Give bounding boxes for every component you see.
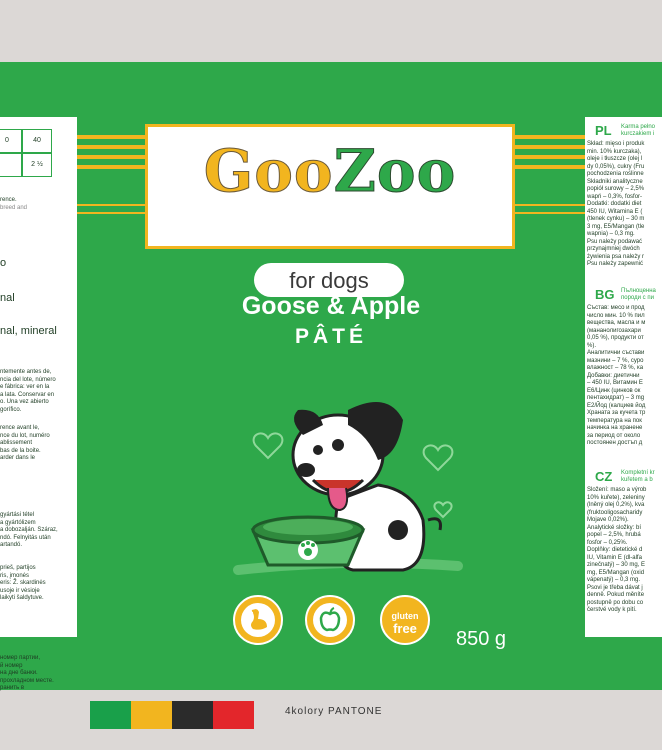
lang-heading: Kompletní kr [621, 470, 655, 476]
logo-box [145, 124, 515, 293]
composition-line: Добавки: диетични [587, 372, 640, 379]
composition-line: mg, E5/Mangan (oxid [587, 569, 645, 576]
apple-icon [313, 603, 347, 637]
gluten-free-badge [380, 595, 430, 645]
composition-line: Dodatki: dodatki diet [587, 201, 642, 207]
composition-line: IU, Vitamin E (dl-alfa [587, 554, 642, 561]
info-word: nal [0, 292, 15, 304]
composition-line: %). [587, 342, 596, 349]
composition-line: (мананолигозахари [587, 327, 641, 334]
gluten-label: gluten [391, 611, 419, 621]
composition-line: пентахидрат) – 3 mg [587, 395, 645, 401]
composition-line: температура на пок [587, 417, 642, 424]
info-text: rence. [0, 197, 17, 203]
composition-line: Psovi je třeba dávat j [587, 584, 643, 591]
composition-line: Mojave 0,02%). [587, 517, 629, 523]
heart-icon [424, 445, 453, 470]
lang-code-pl: PL [595, 123, 612, 138]
composition-line: Храната за кучета тр [587, 410, 646, 416]
composition-line: за период от около [587, 432, 641, 439]
composition-line: pochodzenia roślinne [587, 171, 644, 177]
composition-line: wapń – 0,3%, fosfor- [587, 193, 643, 200]
info-text: breed and [0, 205, 28, 211]
info-word: nal, mineral [0, 325, 57, 337]
heart-icon [434, 502, 451, 517]
dog-illustration [228, 380, 468, 590]
composition-line: (lněný olej 0,2%), kva [587, 502, 645, 508]
feeding-grid [0, 129, 50, 179]
composition-line: zinečnatý) – 30 mg, E [587, 562, 646, 568]
goose-badge [233, 595, 283, 645]
brand-tagline: for dogs [289, 268, 369, 293]
lang-heading: kuřetem a b [621, 477, 653, 483]
lang-heading: kurczakiem i [621, 131, 655, 137]
product-label [0, 62, 662, 690]
composition-line: čerstvé vody k pití. [587, 607, 637, 613]
composition-line: (fruktooligosacharidy [587, 509, 643, 516]
composition-line: 3 mg, E5/Mangan (tle [587, 223, 645, 230]
composition-line: мазнини – 7 %, суро [587, 357, 644, 364]
composition-line: 450 IU, Witamina E ( [587, 208, 643, 215]
composition-line: vápenatý) – 0,3 mg. [587, 577, 641, 583]
product-type: PÂTÉ [294, 325, 367, 348]
composition-line: число мин. 10 % пил [587, 312, 645, 319]
grid-cell: 2 ½ [22, 153, 52, 177]
composition-line: Doplňky: dietetické d [587, 547, 643, 553]
lang-heading: породи с пи [621, 295, 654, 301]
logo-goo: Goo [203, 137, 334, 205]
composition-line: влажност – 78 %, ка [587, 365, 644, 371]
composition-line: dy 0,05%), cukry (Fru [587, 163, 645, 170]
left-info-panel: 0 40 2 ½ rence. breed and o nal nal, mineral ntemente antes de, ncia del lote, número e fábrica: ver en la a lata. Conservar en o. Una vez abierto gorífico. rence avant le, nce du lot, numéro ablissement bas de la boite. arder dans le gyártási tétel a gyártólizem a dobozalján. Száraz, ndó. Felnyitás után artandó. prieš, partijos ris, įmonės eris: Ž. skardinės usoje ir vėsioje laikyti šaldytuve. номер партии, й номер на дне банки. прохладном месте. ранить в [0, 117, 77, 637]
lang-code-bg: BG [595, 287, 615, 302]
composition-line: Аналитични състави [587, 350, 645, 356]
swatch-black [172, 701, 213, 729]
composition-line: 10% kuřete), zeleniny [587, 494, 645, 501]
composition-line: Е6/Цинк (цинков ок [587, 387, 641, 394]
lang-heading: Пълноценна [621, 288, 656, 294]
goose-icon [241, 603, 275, 637]
lang-code-cz: CZ [595, 469, 613, 484]
composition-line: popel – 2,5%, hrubá [587, 532, 641, 538]
lang-heading: Karma pełno [621, 124, 656, 130]
composition-line: Analytické složky: bí [587, 524, 642, 531]
grid-cell: 0 [0, 129, 22, 153]
composition-line: oleje i tłuszcze (olej l [587, 156, 643, 162]
swatch-green [90, 701, 131, 729]
composition-line: Състав: месо и прод [587, 305, 645, 311]
right-info-panel [585, 117, 662, 637]
composition-line: – 450 IU, Витамин Е [587, 380, 643, 386]
composition-line: żywienia psa należy r [587, 253, 645, 260]
composition-line: min. 10% kurczaka), [587, 148, 642, 155]
composition-line: denně. Pokud měníte [587, 592, 645, 598]
composition-line: Skład: mięso i produk [587, 141, 645, 147]
composition-line: (tlenek cynku) – 30 m [587, 216, 645, 222]
composition-line: przynajmniej dwóch [587, 246, 640, 252]
composition-line: Е2/Йод (калциев йод [587, 402, 646, 409]
composition-line: Psu należy podawać [587, 238, 643, 245]
grid-cell: 40 [22, 129, 52, 153]
grid-cell [0, 153, 22, 177]
heart-icon [254, 433, 283, 458]
product-flavor: Goose & Apple [241, 292, 421, 320]
composition-line: wapnia) – 0,3 mg. [587, 231, 635, 237]
composition-line: Składniki analityczne [587, 178, 643, 185]
composition-line: вещества, масла и м [587, 320, 646, 326]
composition-line: fosfor – 0,25%. [587, 539, 628, 546]
composition-line: postupně po dobu co [587, 599, 644, 606]
composition-line: Psu należy zapewnić [587, 261, 644, 267]
info-word: o [0, 257, 7, 269]
composition-line: постоянен достъп д [587, 440, 643, 446]
composition-line: Složení: maso a výrob [587, 487, 647, 493]
swatch-red [213, 701, 254, 729]
apple-badge [305, 595, 355, 645]
free-label: free [393, 621, 417, 636]
logo-zoo: Zoo [333, 137, 457, 205]
print-colors-label: 4kolory PANTONE [285, 706, 383, 717]
composition-line: 0,05 %), продукти от [587, 335, 644, 341]
brand-logo [148, 137, 512, 205]
net-weight: 850 g [456, 628, 507, 650]
swatch-yellow [131, 701, 172, 729]
composition-line: начинка на хранене [587, 425, 643, 431]
composition-line: popiół surowy – 2,5% [587, 186, 645, 192]
